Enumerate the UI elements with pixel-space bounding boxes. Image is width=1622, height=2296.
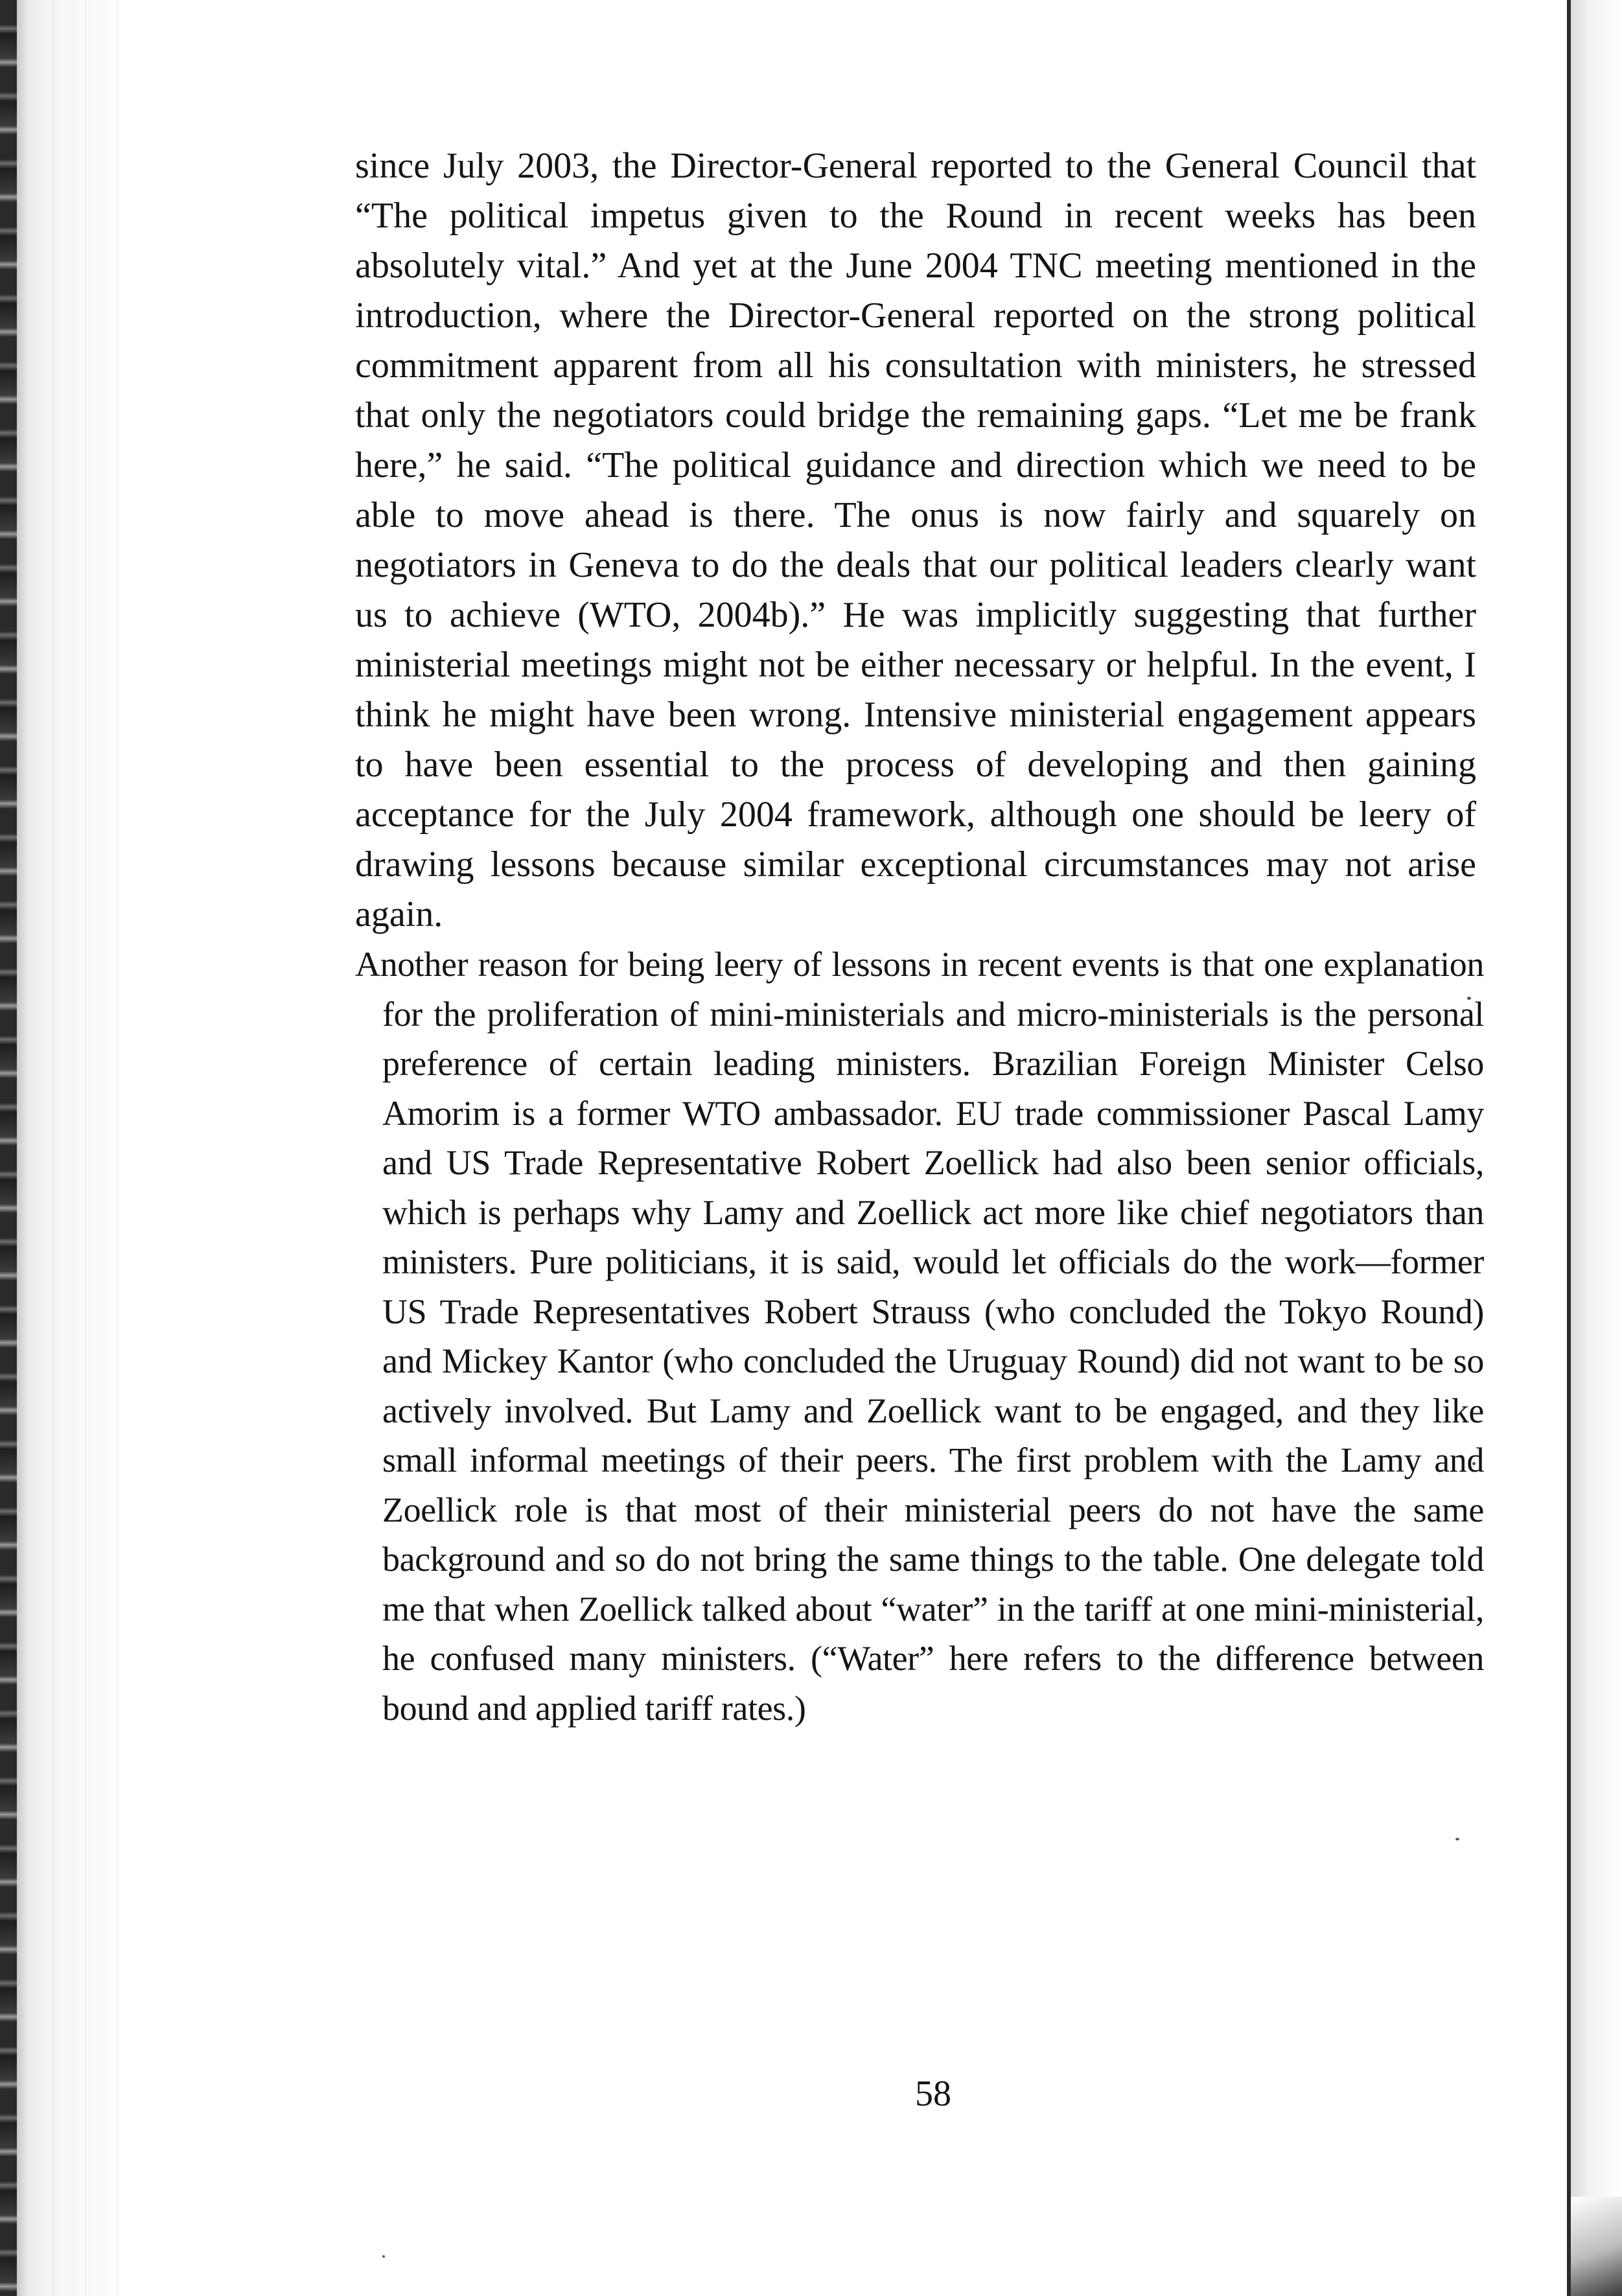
scan-speck <box>382 2255 385 2258</box>
page-number: 58 <box>915 2074 951 2114</box>
scan-binding-shadow <box>0 0 17 2296</box>
scan-left-lines <box>39 0 123 2296</box>
paragraph-hanging: Another reason for being leery of lessons in recent events is that one explanation for the proliferation of mini-ministerials and micro-ministerials is the personal preference of certain leading ministers. Brazilian Foreign Minister Celso Amorim is a former WTO ambassador. EU trade commissioner Pascal Lamy and US Trade Representative Robert Zoellick had also been senior officials, which is perhaps why Lamy and Zoellick act more like chief negotiators than ministers. Pure politicians, it is said, would let officials do the work—former US Trade Representatives Robert Strauss (who concluded the Tokyo Round) and Mickey Kantor (who concluded the Uruguay Round) did not want to be so actively involved. But Lamy and Zoellick want to be engaged, and they like small informal meetings of their peers. The first problem with the Lamy and Zoellick role is that most of their ministerial peers do not have the same background and so do not bring the same things to the table. One delegate told me that when Zoellick talked about “water” in the tariff at one mini-ministerial, he confused many ministers. (“Water” here refers to the difference between bound and applied tariff rates.) <box>355 945 1484 1728</box>
paragraph-continued: since July 2003, the Director-General reported to the General Council that “The political impetus given to the Round in recent weeks has been absolutely vital.” And yet at the June 2004 TNC meeting mentioned in the introduction, where the Director-General reported on the strong political commitment apparent from all his consultation with ministers, he stressed that only the negotiators could bridge the remaining gaps. “Let me be frank here,” he said. “The political guidance and direction which we need to be able to move ahead is there. The onus is now fairly and squarely on negotiators in Geneva to do the deals that our political leaders clearly want us to achieve (WTO, 2004b).” He was implicitly suggesting that further ministerial meetings might not be either necessary or helpful. In the event, I think he might have been wrong. Intensive ministerial engagement appears to have been essential to the process of developing and then gaining acceptance for the July 2004 framework, although one should be leery of drawing lessons because similar exceptional circumstances may not arise again. <box>355 146 1476 934</box>
scan-speck <box>1455 1838 1459 1840</box>
page-right-shadow <box>1571 0 1622 2296</box>
page-corner-curl <box>1571 2197 1622 2296</box>
page-body <box>355 141 1483 1733</box>
